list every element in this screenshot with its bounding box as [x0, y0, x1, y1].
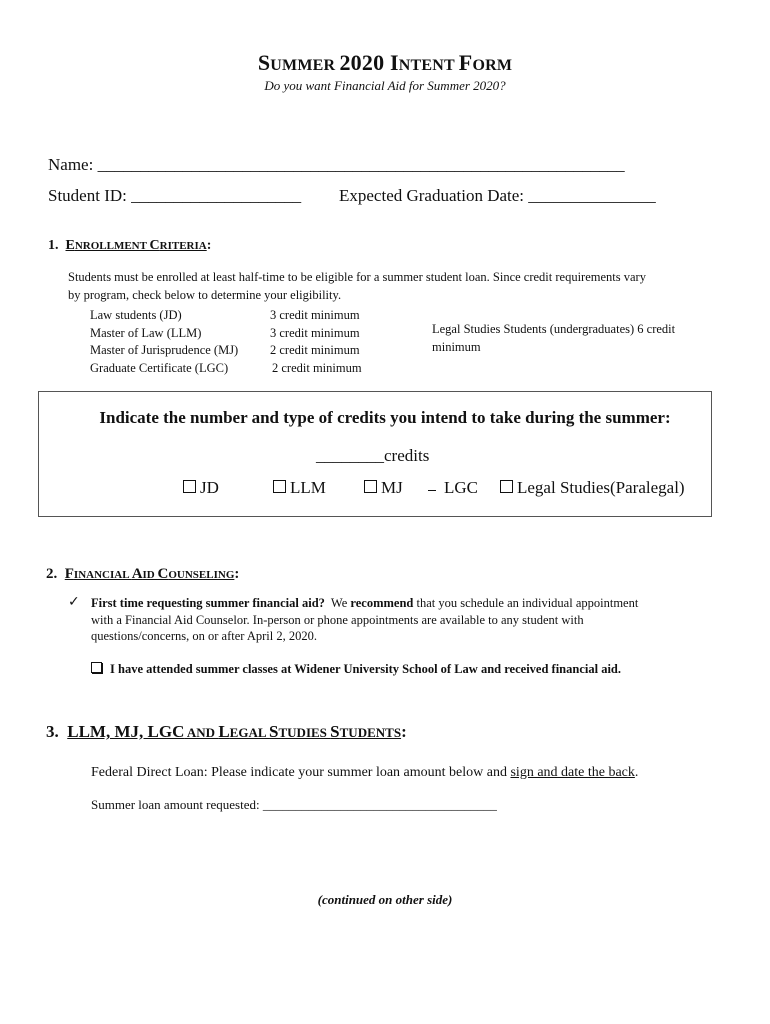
credits-box-heading: Indicate the number and type of credits you intend to take during the summer:	[99, 408, 671, 427]
name-field[interactable]: Name: ______________________________________________________________	[48, 155, 625, 174]
checkbox[interactable]	[183, 480, 196, 493]
option-lgc[interactable]: LGC	[428, 478, 478, 498]
program-list	[90, 307, 238, 377]
program-requirement: 2 credit minimum	[272, 360, 362, 375]
section2-line3: questions/concerns, on or after April 2, 2020.	[91, 629, 317, 643]
page-subtitle: Do you want Financial Aid for Summer 2020?	[264, 78, 506, 93]
checkmark-icon: ✓	[68, 594, 80, 610]
credits-input[interactable]: ________credits	[316, 446, 430, 465]
student-id-field[interactable]: Student ID: ____________________	[48, 186, 302, 205]
section3-heading: 3. LLM, MJ, LGC AND LEGAL STUDIES STUDENTS:	[46, 722, 407, 741]
attended-checkbox-row[interactable]: I have attended summer classes at Widener University School of Law and received financial aid.	[91, 660, 621, 678]
program-requirement: 2 credit minimum	[270, 343, 360, 357]
program-requirements	[270, 307, 362, 377]
legal-studies-note: Legal Studies Students (undergraduates) 6 credit minimum	[432, 322, 676, 354]
checkbox[interactable]	[273, 480, 286, 493]
option-jd[interactable]: JD	[183, 478, 219, 498]
program-requirement: 3 credit minimum	[270, 325, 360, 340]
section1-intro-line2: by program, check below to determine your eligibility.	[68, 288, 342, 302]
section2-line2: with a Financial Aid Counselor. In-person or phone appointments are available to any student with	[91, 613, 584, 627]
checkbox[interactable]	[364, 480, 377, 493]
option-mj[interactable]: MJ	[364, 478, 403, 498]
graduation-date-field[interactable]: Expected Graduation Date: _______________	[339, 186, 656, 205]
checkbox[interactable]	[91, 662, 102, 673]
sign-date-link: sign and date the back	[510, 765, 635, 780]
loan-instructions: Federal Direct Loan: Please indicate your summer loan amount below and sign and date the back.	[91, 765, 639, 780]
continued-note: (continued on other side)	[317, 892, 453, 907]
checkbox[interactable]	[428, 490, 436, 491]
loan-amount-field[interactable]: Summer loan amount requested: ____________________________________	[91, 797, 497, 812]
program-name: Master of Jurisprudence (MJ)	[90, 343, 239, 357]
program-name: Law students (JD)	[90, 308, 182, 322]
program-requirement: 3 credit minimum	[270, 308, 360, 322]
checkbox[interactable]	[500, 480, 513, 493]
program-name: Graduate Certificate (LGC)	[90, 360, 229, 375]
program-name: Master of Law (LLM)	[90, 325, 202, 340]
section2-heading: 2. FINANCIAL AID COUNSELING:	[46, 566, 240, 582]
section1-intro-line1: Students must be enrolled at least half-time to be eligible for a summer student loan. Since credit requirements vary	[68, 270, 646, 284]
option-legal-studies[interactable]: Legal Studies(Paralegal)	[500, 478, 685, 498]
section1-heading: 1. ENROLLMENT CRITERIA:	[48, 238, 212, 253]
page-title: SUMMER 2020 INTENT FORM	[257, 50, 513, 75]
option-llm[interactable]: LLM	[273, 478, 326, 498]
section2-line1: First time requesting summer financial aid? We recommend that you schedule an individual appointment	[91, 596, 639, 610]
